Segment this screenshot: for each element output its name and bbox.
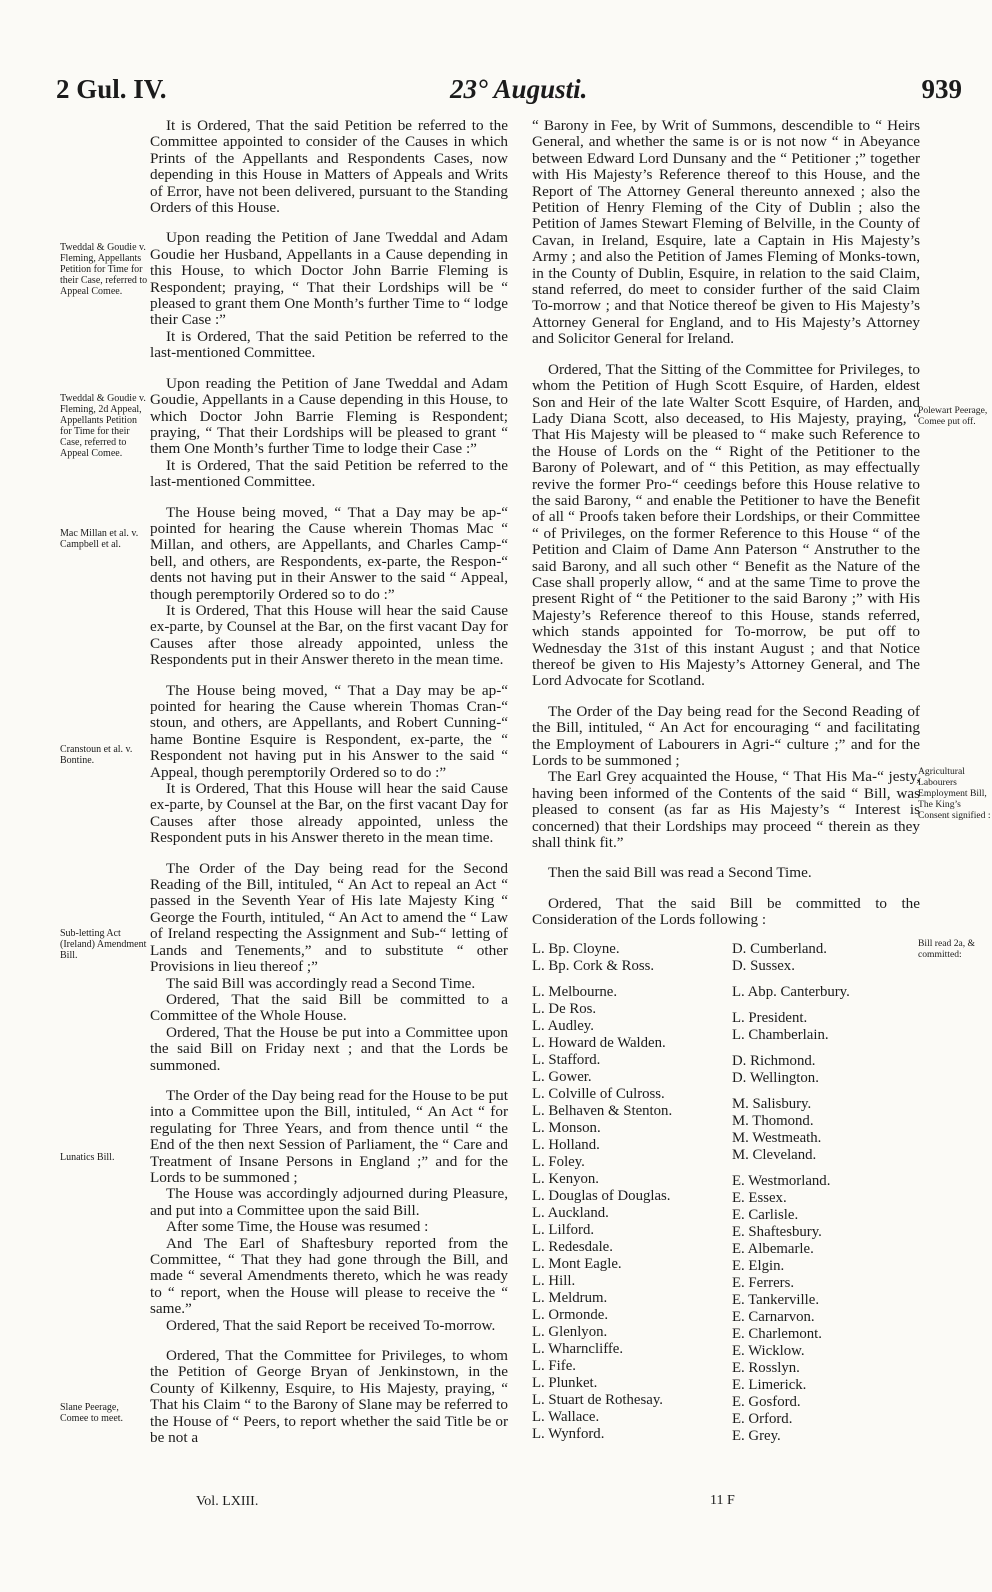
- list-item: E. Essex.: [732, 1189, 787, 1206]
- list-item: E. Westmorland.: [732, 1172, 831, 1189]
- list-item: L. Monson.: [532, 1119, 601, 1136]
- list-item: L. Howard de Walden.: [532, 1034, 666, 1051]
- list-item: L. Bp. Cork & Ross.: [532, 957, 655, 974]
- paragraph: It is Ordered, That this House will hear the said Cause ex-parte, by Counsel at the Bar, on the first vacant Day for Causes after those already appointed, unless the Respondent puts in his Answer thereto in the mean time.: [150, 780, 508, 847]
- list-item: E. Carnarvon.: [732, 1308, 815, 1325]
- list-item: L. Bp. Cloyne.: [532, 940, 620, 957]
- list-item: L. Plunket.: [532, 1374, 598, 1391]
- list-item: L. Wharncliffe.: [532, 1340, 624, 1357]
- list-item: L. Belhaven & Stenton.: [532, 1102, 673, 1119]
- left-column: [150, 118, 508, 1446]
- paragraph: Ordered, That the said Bill be committed to a Committee of the Whole House.: [150, 990, 508, 1025]
- paragraph: Then the said Bill was read a Second Time.: [548, 864, 812, 882]
- margin-note: Lunatics Bill.: [60, 1152, 115, 1163]
- list-item: L. Ormonde.: [532, 1306, 609, 1323]
- list-item: L. Wynford.: [532, 1425, 605, 1442]
- list-item: L. Redesdale.: [532, 1238, 613, 1255]
- list-item: L. Holland.: [532, 1136, 600, 1153]
- list-item: D. Richmond.: [732, 1052, 816, 1069]
- list-item: E. Grey.: [732, 1427, 781, 1444]
- list-item: E. Albemarle.: [732, 1240, 814, 1257]
- paragraph: The Order of the Day being read for the Second Reading of the Bill, intituled, “ An Act for encouraging “ and facilitating the Employment of Labourers in Agri-“ culture ;” and for the Lords to be summoned ;: [532, 702, 920, 770]
- paragraph: It is Ordered, That the said Petition be referred to the last-mentioned Committee.: [150, 456, 508, 491]
- list-item: E. Gosford.: [732, 1393, 801, 1410]
- paragraph: “ Barony in Fee, by Writ of Summons, descendible to “ Heirs General, and whether the same is or is not now “ in Abeyance between Edward Lord Dunsany and the “ Petitioner ;” together with His Majesty’s Reference thereof to this House, and the Report of The Attorney General thereunto annexed ; also the Petition of Henry Fleming of the City of Dublin ; also the Petition of James Stewart Fleming of Belville, in the County of Cavan, in Ireland, Esquire, late a Captain in His Majesty’s Army ; and also the Petition of James Fleming of Monks-town, in the County of Dublin, Esquire, in relation to the said Claim, stand referred, do meet to consider further of the said Claim To-morrow ; and that Notice thereof be given to His Majesty’s Attorney General for England, and to His Majesty’s Attorney and Solicitor General for Ireland.: [532, 117, 920, 348]
- paragraph: Ordered, That the House be put into a Committee upon the said Bill on Friday next ; and that the Lords be summoned.: [150, 1023, 508, 1074]
- list-item: E. Charlemont.: [732, 1325, 822, 1342]
- lords-list-left: [532, 941, 732, 1445]
- list-item: M. Cleveland.: [732, 1146, 817, 1163]
- list-item: M. Westmeath.: [732, 1129, 822, 1146]
- list-item: L. President.: [732, 1009, 808, 1026]
- list-item: L. Colville of Culross.: [532, 1085, 665, 1102]
- list-item: E. Orford.: [732, 1410, 793, 1427]
- list-item: L. Auckland.: [532, 1204, 609, 1221]
- list-item: M. Thomond.: [732, 1112, 814, 1129]
- list-item: E. Rosslyn.: [732, 1359, 800, 1376]
- paragraph: Ordered, That the said Report be received To-morrow.: [166, 1316, 496, 1334]
- list-item: E. Wicklow.: [732, 1342, 805, 1359]
- list-item: M. Salisbury.: [732, 1095, 812, 1112]
- paragraph: Ordered, That the Committee for Privileges, to whom the Petition of George Bryan of Jenkinstown, in the County of Kilkenny, Esquire, to His Majesty, praying, “ That his Claim “ to the Barony of Slane may be referred to the House of “ Peers, to report whether the said Title be or be not a: [150, 1347, 508, 1447]
- lords-list-right: [732, 941, 920, 1445]
- paragraph: Ordered, That the Sitting of the Committee for Privileges, to whom the Petition of Hugh Scott Esquire, of Harden, eldest Son and Heir of the late Walter Scott Esquire, of Harden, and Lady Diana Scott, also deceased, to His Majesty, praying, “ That His Majesty will be pleased to “ make such Reference to the House of Lords on the “ Right of the Petitioner to the Barony of Polewart, and of “ this Petition, as may effectually revive the former Pro-“ ceedings before this House relative to the said Barony, “ and enable the Petitioner to have the Benefit of all “ Proofs taken before their Lordships, or their Committee “ of Privileges, on the former Reference to this House “ of the Petition and Claim of Dame Ann Paterson “ Anstruther to the said Barony, and all such other “ Benefit as the Nature of the Case shall properly allow, “ and at the same Time to prove the present Right of “ the Petitioner to the said Barony ;” with His Majesty’s Reference thereof to this House, stands referred, which stands appointed for To-morrow, be put off to Wednesday the 31st of this instant August ; and that Notice thereof be given to His Majesty’s Attorney General, and The Lord Advocate for Scotland.: [532, 360, 920, 690]
- right-column: [532, 118, 920, 1445]
- list-item: L. Foley.: [532, 1153, 585, 1170]
- list-item: L. Stuart de Rothesay.: [532, 1391, 663, 1408]
- list-item: E. Limerick.: [732, 1376, 807, 1393]
- signature-mark: 11 F: [710, 1493, 735, 1508]
- running-head-regnal-year: 2 Gul. IV.: [56, 74, 167, 104]
- list-item: L. Audley.: [532, 1017, 594, 1034]
- list-item: L. Hill.: [532, 1272, 576, 1289]
- list-item: L. Stafford.: [532, 1051, 601, 1068]
- paragraph: After some Time, the House was resumed :: [166, 1218, 429, 1236]
- margin-note: Sub-letting Act (Ireland) Amendment Bill.: [60, 928, 147, 961]
- lords-committee-list: [532, 941, 920, 1445]
- margin-note: Cranstoun et al. v. Bontine.: [60, 744, 133, 766]
- margin-note: Tweddal & Goudie v. Fleming, 2d Appeal, Appellants Petition for Time for their Case, referred to Appeal Comee.: [60, 393, 146, 459]
- list-item: L. Meldrum.: [532, 1289, 608, 1306]
- paragraph: The House being moved, “ That a Day may be ap-“ pointed for hearing the Cause wherein Thomas Mac “ Millan, and others, are Appellants, and Charles Camp-“ bell, and others, are Respondents, ex-parte, the Respon-“ dents not having put in their Answer to the said “ Appeal, though peremptorily Ordered so to do :”: [150, 503, 508, 603]
- volume-number: Vol. LXIII.: [196, 1494, 259, 1509]
- margin-note: Mac Millan et al. v. Campbell et al.: [60, 528, 139, 550]
- list-item: L. Abp. Canterbury.: [732, 983, 850, 1000]
- paragraph: The Order of the Day being read for the Second Reading of the Bill, intituled, “ An Act to repeal an Act “ passed in the Seventh Year of His late Majesty King “ George the Fourth, intituled, “ An Act to amend the “ Law of Ireland respecting the Assignment and Sub-“ letting of Lands and Tenements,” and to substitute “ other Provisions in lieu thereof ;”: [150, 859, 508, 976]
- page-number: 939: [921, 74, 962, 104]
- paragraph: It is Ordered, That this House will hear the said Cause ex-parte, by Counsel at the Bar, on the first vacant Day for Causes after those already appointed, unless the Respondents put in their Answer thereto in the mean time.: [150, 601, 508, 669]
- running-head-date: 23° Augusti.: [450, 74, 588, 104]
- paragraph: The House was accordingly adjourned during Pleasure, and put into a Committee upon the said Bill.: [150, 1185, 508, 1219]
- list-item: L. De Ros.: [532, 1000, 597, 1017]
- paragraph: It is Ordered, That the said Petition be referred to the Committee appointed to consider of the Causes in which Prints of the Appellants and Respondents Cases, now depending in this House in Matters of Appeals and Writs of Error, have not been delivered, pursuant to the Standing Orders of this House.: [150, 117, 508, 217]
- paragraph: The said Bill was accordingly read a Second Time.: [166, 974, 476, 992]
- list-item: L. Mont Eagle.: [532, 1255, 622, 1272]
- paragraph: The House being moved, “ That a Day may be ap-“ pointed for hearing the Cause wherein Thomas Cran-“ stoun, and others, are Appellants, and Robert Cunning-“ hame Bontine Esquire is Respondent, ex-parte, the “ Respondent not having put in his Answer to the said “ Appeal, though peremptorily Ordered so to do :”: [150, 681, 508, 781]
- list-item: E. Carlisle.: [732, 1206, 799, 1223]
- list-item: E. Elgin.: [732, 1257, 785, 1274]
- list-item: L. Melbourne.: [532, 983, 618, 1000]
- margin-note: Agricultural Labourers Employment Bill, The King’s Consent signified :: [918, 766, 991, 821]
- list-item: D. Wellington.: [732, 1069, 819, 1086]
- margin-note: Polewart Peerage, Comee put off.: [918, 405, 988, 427]
- paragraph: The Order of the Day being read for the House to be put into a Committee upon the Bill, intituled, “ An Act “ for regulating for Three Years, and from thence until “ the End of the then next Session of Parliament, the “ Care and Treatment of Insane Persons in England ;” and for the Lords to be summoned ;: [150, 1086, 508, 1186]
- list-item: L. Kenyon.: [532, 1170, 599, 1187]
- paragraph: Upon reading the Petition of Jane Tweddal and Adam Goudie her Husband, Appellants in a Cause depending in this House, to which Doctor John Barrie Fleming is Respondent; praying, “ That their Lordships will be “ pleased to grant them One Month’s further Time to “ lodge their Case :”: [150, 229, 508, 329]
- list-item: L. Glenlyon.: [532, 1323, 608, 1340]
- list-item: E. Ferrers.: [732, 1274, 795, 1291]
- list-item: L. Douglas of Douglas.: [532, 1187, 671, 1204]
- list-item: E. Tankerville.: [732, 1291, 820, 1308]
- list-item: L. Gower.: [532, 1068, 592, 1085]
- list-item: L. Fife.: [532, 1357, 576, 1374]
- list-item: D. Sussex.: [732, 957, 795, 974]
- margin-note: Tweddal & Goudie v. Fleming, Appellants Petition for Time for their Case, referred to Appeal Comee.: [60, 242, 148, 297]
- margin-note: Bill read 2a, & committed:: [918, 938, 976, 960]
- paragraph: It is Ordered, That the said Petition be referred to the last-mentioned Committee.: [150, 327, 508, 362]
- list-item: E. Shaftesbury.: [732, 1223, 822, 1240]
- list-item: L. Wallace.: [532, 1408, 600, 1425]
- paragraph: The Earl Grey acquainted the House, “ That His Ma-“ jesty, having been informed of the Contents of the said “ Bill, was pleased to consent (as far as His Majesty’s “ Interest is concerned) that their Lordships may proceed “ therein as they shall think fit.”: [532, 768, 920, 852]
- list-item: L. Chamberlain.: [732, 1026, 829, 1043]
- paragraph: Ordered, That the said Bill be committed to the Consideration of the Lords following :: [532, 894, 920, 929]
- paragraph: And The Earl of Shaftesbury reported from the Committee, “ That they had gone through the Bill, and made “ several Amendments thereto, which he was ready to “ report, when the House will please to receive the “ same.”: [150, 1234, 508, 1318]
- list-item: D. Cumberland.: [732, 940, 827, 957]
- paragraph: Upon reading the Petition of Jane Tweddal and Adam Goudie, Appellants in a Cause depending in this House, to which Doctor John Barrie Fleming is Respondent; praying, “ That their Lordships will be pleased to grant “ them One Month’s further Time to lodge their Case :”: [150, 374, 508, 458]
- list-item: L. Lilford.: [532, 1221, 595, 1238]
- margin-note: Slane Peerage, Comee to meet.: [60, 1402, 124, 1424]
